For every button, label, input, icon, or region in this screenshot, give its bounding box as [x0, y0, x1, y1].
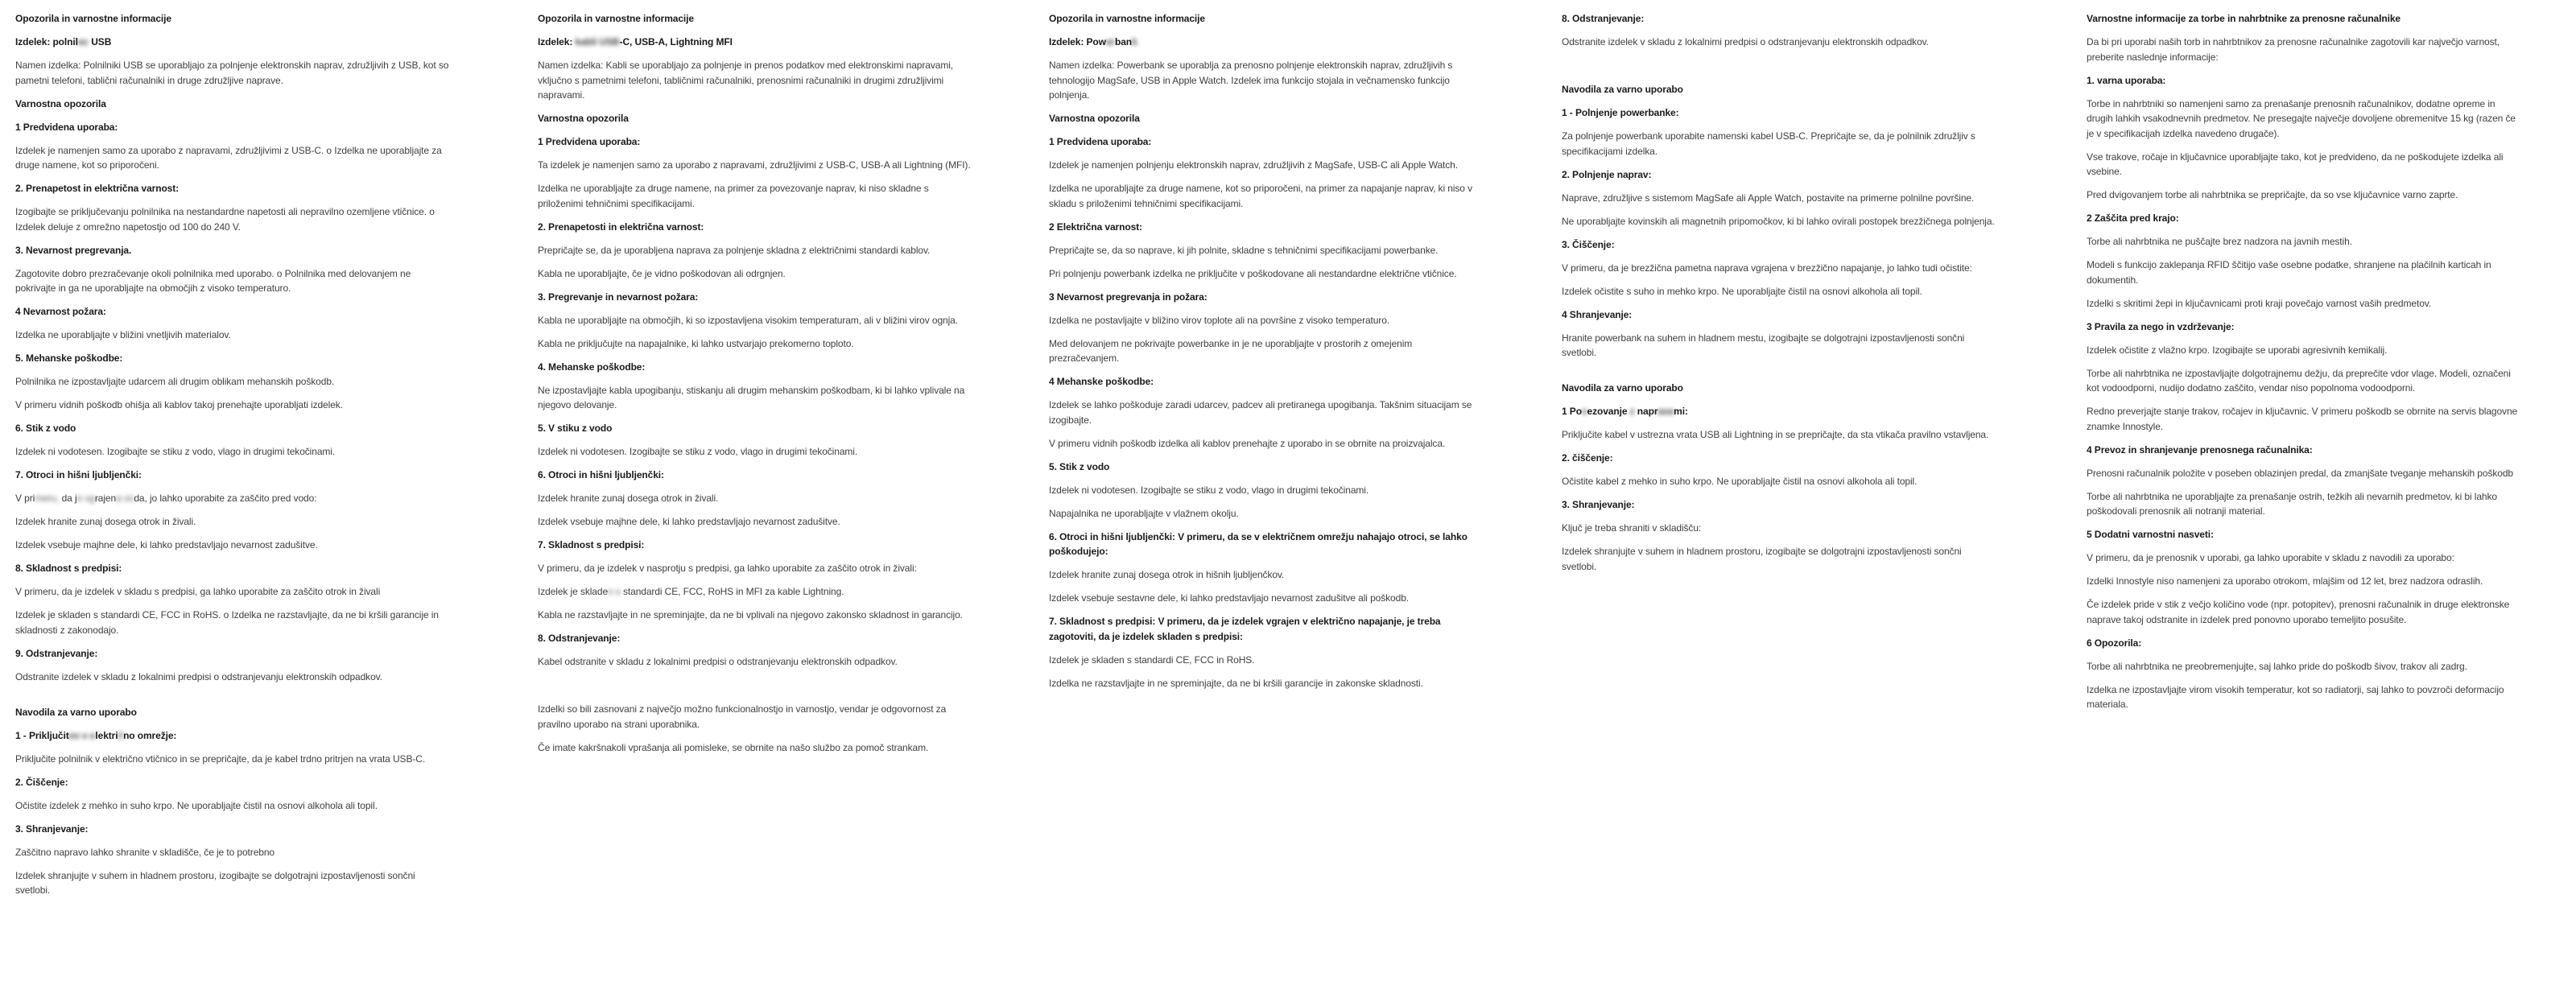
paragraph: Ključ je treba shraniti v skladišču:: [1562, 522, 1702, 534]
paragraph: Izdelek vsebuje majhne dele, ki lahko predstavljajo nevarnost zadušitve.: [538, 516, 840, 527]
section-heading: 6. Stik z vodo: [15, 423, 76, 434]
paragraph: Izdelek shranjujte v suhem in hladnem prostoru, izogibajte se dolgotrajni izpostavljenosti sončni svetlobi.: [1562, 546, 1962, 572]
text-segment: USB: [89, 36, 112, 47]
section-heading: Opozorila in varnostne informacije: [15, 13, 171, 24]
paragraph: Kabel odstranite v skladu z lokalnimi predpisi o odstranjevanju elektronskih odpadkov.: [538, 656, 898, 667]
paragraph: Pri polnjenju powerbank izdelka ne priključite v poškodovane ali nestandardne električne vtičnice.: [1049, 267, 1457, 279]
section-heading: 8. Odstranjevanje:: [1562, 13, 1645, 24]
paragraph: [538, 584, 972, 600]
section-heading: [538, 35, 972, 50]
paragraph: Odstranite izdelek v skladu z lokalnimi predpisi o odstranjevanju elektronskih odpadkov.: [15, 670, 382, 682]
paragraph: Izdelek hranite zunaj dosega otrok in živali.: [15, 516, 196, 527]
paragraph: Napajalnika ne uporabljajte v vlažnem okolju.: [1049, 507, 1239, 519]
paragraph: Namen izdelka: Powerbank se uporablja za prenosno polnjenje elektronskih naprav, združljivih s tehnologijo MagSafe, USB in Apple Watch. Izdelek ima funkcijo stojala in večnamensko funkcijo polnjenja.: [1049, 60, 1453, 101]
blurred-text: e vg: [76, 493, 95, 504]
text-column-5: [2087, 11, 2521, 720]
blurred-text: kabli USB: [575, 36, 620, 47]
paragraph: Ne izpostavljajte kabla upogibanju, stiskanju ali drugim mehanskim poškodbam, ki bi lahko vplivale na njegovo delovanje.: [538, 384, 965, 410]
paragraph: Izdelka ne uporabljajte v bližini vnetljivih materialov.: [15, 329, 231, 340]
blurred-text: meru,: [35, 493, 60, 504]
spacer: [1562, 369, 1996, 381]
section-heading: Navodila za varno uporabo: [15, 706, 137, 718]
blurred-text: ava: [1657, 406, 1674, 417]
blurred-text: č: [118, 729, 124, 741]
text-segment: napr: [1634, 406, 1658, 417]
paragraph: Izdelek je namenjen polnjenju elektronskih naprav, združljivih z MagSafe, USB-C ali Apple Watch.: [1049, 159, 1458, 171]
paragraph: Izdelek je namenjen samo za uporabo z napravami, združljivimi z USB-C. o Izdelka ne uporabljajte za druge namene, kot so priporočeni.: [15, 144, 442, 171]
paragraph: Izdelek vsebuje majhne dele, ki lahko predstavljajo nevarnost zadušitve.: [15, 539, 318, 550]
paragraph: V primeru vidnih poškodb ohišja ali kablov takoj prenehajte uporabljati izdelek.: [15, 399, 343, 410]
paragraph: Izdelki s skritimi žepi in ključavnicami proti kraji povečajo varnost vaših predmetov.: [2087, 297, 2432, 309]
paragraph: Kabla ne uporabljajte, če je vidno poškodovan ali odrgnjen.: [538, 267, 786, 279]
section-heading: [1562, 404, 1996, 419]
section-heading: Navodila za varno uporabo: [1562, 84, 1683, 95]
section-heading: 5. V stiku z vodo: [538, 423, 613, 434]
spacer: [15, 693, 450, 705]
paragraph: Torbe ali nahrbtnika ne izpostavljajte dolgotrajnemu dežju, da preprečite vdor vlage. Modeli, označeni kot vodoodporni, nudijo dodatno zaščito, vendar niso popolnoma vodoodporni.: [2087, 367, 2511, 394]
text-column-1: [15, 11, 450, 906]
paragraph: Namen izdelka: Polnilniki USB se uporabljajo za polnjenje elektronskih naprav, združljivih z USB, kot so pametni telefoni, tablični računalniki in druge združljive naprave.: [15, 60, 449, 86]
spacer: [1562, 58, 1996, 70]
paragraph: Ne uporabljajte kovinskih ali magnetnih pripomočkov, ki bi lahko ovirali postopek brezžičnega polnjenja.: [1562, 215, 1995, 227]
paragraph: Izdelek vsebuje sestavne dele, ki lahko predstavljajo nevarnost zadušitve ali poškodb.: [1049, 592, 1410, 604]
section-heading: 5 Dodatni varnostni nasveti:: [2087, 529, 2214, 540]
paragraph: Izdelek je skladen s standardi CE, FCC in RoHS. o Izdelka ne razstavljajte, da ne bi kršili garancije in skladnosti z zakonodajo.: [15, 609, 439, 636]
paragraph: Torbe ali nahrbtnika ne puščajte brez nadzora na javnih mestih.: [2087, 236, 2352, 247]
section-heading: 2. čiščenje:: [1562, 452, 1613, 464]
blurred-text: z: [1629, 406, 1635, 417]
section-heading: 4. Mehanske poškodbe:: [538, 361, 646, 373]
paragraph: Da bi pri uporabi naših torb in nahrbtnikov za prenosne računalnike zagotovili kar največjo varnost, preberite naslednje informacije:: [2087, 36, 2500, 63]
paragraph: Izdelka ne uporabljajte za druge namene, kot so priporočeni, na primer za napajanje naprav, ki niso v skladu s priloženimi tehničnimi specifikacijami.: [1049, 183, 1472, 209]
section-heading: 2. Prenapetost in električna varnost:: [15, 183, 180, 194]
section-heading: 7. Skladnost s predpisi: V primeru, da je izdelek vgrajen v električno napajanje, je treba zagotoviti, da je izdelek skladen s predpisi:: [1049, 616, 1441, 642]
section-heading: 2. Polnjenje naprav:: [1562, 168, 1652, 180]
paragraph: Izdelka ne postavljajte v bližino virov toplote ali na površine z visoko temperaturo.: [1049, 314, 1390, 326]
section-heading: [15, 35, 450, 50]
paragraph: V primeru, da je brezžična pametna naprava vgrajena v brezžično napajanje, jo lahko tudi očistite:: [1562, 262, 1972, 274]
blurred-text: er: [1105, 36, 1115, 47]
blurred-text: v: [1581, 406, 1587, 417]
paragraph: Izdelka ne uporabljajte za druge namene, na primer za povezovanje naprav, ki niso skladne s priloženimi tehničnimi specifikacijami.: [538, 183, 929, 209]
section-heading: 1 Predvidena uporaba:: [1049, 136, 1152, 147]
text-segment: Izdelek: polnil: [15, 36, 78, 47]
text-segment: Izdelek je sklade: [538, 586, 609, 597]
text-segment: da j: [59, 493, 77, 504]
section-heading: 2 Električna varnost:: [1049, 221, 1142, 233]
paragraph: Izdelek očistite s suho in mehko krpo. Ne uporabljajte čistil na osnovi alkohola ali topil.: [1562, 285, 1922, 297]
paragraph: Izdelki Innostyle niso namenjeni za uporabo otrokom, mlajšim od 12 let, brez nadzora odraslih.: [2087, 575, 2483, 587]
section-heading: 7. Otroci in hišni ljubljenčki:: [15, 469, 142, 480]
paragraph: Torbe ali nahrbtnika ne preobremenjujte, saj lahko pride do poškodb šivov, trakov ali zadrg.: [2087, 660, 2467, 672]
section-heading: [15, 728, 450, 744]
section-heading: 6. Otroci in hišni ljubljenčki:: [538, 469, 664, 480]
section-heading: 4 Prevoz in shranjevanje prenosnega računalnika:: [2087, 443, 2313, 456]
text-segment: ban: [1114, 36, 1133, 47]
spacer: [538, 678, 972, 690]
section-heading: 3. Čiščenje:: [1562, 238, 1615, 250]
section-heading: Varnostna opozorila: [15, 97, 106, 109]
section-heading: Navodila za varno uporabo: [1562, 382, 1683, 394]
text-segment: 1 - Priključit: [15, 729, 69, 741]
text-column-3: [1049, 11, 1484, 699]
text-segment: lektri: [95, 729, 118, 741]
section-heading: 1. varna uporaba:: [2087, 74, 2166, 86]
section-heading: 2. Čiščenje:: [15, 776, 68, 788]
section-heading: 1 - Polnjenje powerbanke:: [1562, 107, 1679, 118]
paragraph: Izogibajte se priključevanju polnilnika na nestandardne napetosti ali nepravilno ozemljene vtičnice. o Izdelek deluje z omrežno napetostjo od 100 do 240 V.: [15, 206, 435, 233]
paragraph: Za polnjenje powerbank uporabite namenski kabel USB-C. Prepričajte se, da je polnilnik združljiv s specifikacijami izdelka.: [1562, 130, 1975, 157]
paragraph: Če izdelek pride v stik z večjo količino vode (npr. potopitev), prenosni računalnik in druge elektronske naprave takoj odstranite in izdelek pred ponovno uporabo temeljito posušite.: [2087, 599, 2510, 625]
paragraph: Izdelek ni vodotesen. Izogibajte se stiku z vodo, vlago in drugimi tekočinami.: [1049, 484, 1369, 496]
paragraph: Torbe in nahrbtniki so namenjeni samo za prenašanje prenosnih računalnikov, dodatne opreme in drugih lahkih vsakodnevnih predmetov. Ne presegajte največje dovoljene obremenitve 15 kg (razen če je v specifikacijah izdelka navedeno drugače).: [2087, 97, 2516, 139]
text-segment: da, jo lahko uporabite za zaščito pred vodo:: [134, 493, 317, 504]
text-column-2: [538, 11, 972, 764]
section-heading: Varnostna opozorila: [1049, 113, 1140, 124]
spacer: [1562, 70, 1996, 82]
paragraph: Prepričajte se, da so naprave, ki jih polnite, skladne s tehničnimi specifikacijami powerbanke.: [1049, 244, 1439, 256]
paragraph: Hranite powerbank na suhem in hladnem mestu, izogibajte se dolgotrajni izpostavljenosti sončni svetlobi.: [1562, 332, 1965, 358]
paragraph: V primeru, da je izdelek v nasprotju s predpisi, ga lahko uporabite za zaščito otrok in živali:: [538, 563, 917, 574]
paragraph: Očistite kabel z mehko in suho krpo. Ne uporabljajte čistil na osnovi alkohola ali topil.: [1562, 476, 1918, 487]
paragraph: Kabla ne priključujte na napajalnike, ki lahko ustvarjajo prekomerno toploto.: [538, 337, 854, 349]
text-segment: standardi CE, FCC, RoHS in MFI za kable Lightning.: [620, 586, 844, 597]
paragraph: Očistite izdelek z mehko in suho krpo. Ne uporabljajte čistil na osnovi alkohola ali topil.: [15, 799, 378, 811]
paragraph: Pred dvigovanjem torbe ali nahrbtnika se prepričajte, da so vse ključavnice varno zaprte.: [2087, 189, 2458, 200]
section-heading: Opozorila in varnostne informacije: [1049, 13, 1205, 24]
section-heading: 6. Otroci in hišni ljubljenčki: V primeru, da se v električnem omrežju nahajajo otroci, se lahko poškodujejo:: [1049, 530, 1468, 557]
paragraph: Izdelek je skladen s standardi CE, FCC in RoHS.: [1049, 653, 1255, 666]
paragraph: [15, 491, 450, 506]
paragraph: Če imate kakršnakoli vprašanja ali pomisleke, se obrnite na našo službo za pomoč strankam.: [538, 741, 929, 753]
paragraph: Izdelki so bili zasnovani z največjo možno funkcionalnostjo in varnostjo, vendar je odgovornost za pravilno uporabo na strani uporabnika.: [538, 703, 947, 730]
text-segment: Izdelek:: [538, 36, 576, 47]
section-heading: 3. Shranjevanje:: [1562, 499, 1635, 510]
paragraph: Kabla ne uporabljajte na območjih, ki so izpostavljena visokim temperaturam, ali v bližini virov ognja.: [538, 314, 958, 326]
paragraph: Priključite polnilnik v električno vtičnico in se prepričajte, da je kabel trdno pritrjen na vrata USB-C.: [15, 752, 426, 765]
section-heading: 3. Pregrevanje in nevarnost požara:: [538, 291, 699, 303]
section-heading: Varnostna opozorila: [538, 113, 629, 124]
section-heading: Varnostne informacije za torbe in nahrbtnike za prenosne računalnike: [2087, 13, 2401, 24]
paragraph: Odstranite izdelek v skladu z lokalnimi predpisi o odstranjevanju elektronskih odpadkov.: [1562, 36, 1929, 47]
blurred-text: k: [1132, 36, 1137, 47]
paragraph: Redno preverjajte stanje trakov, ročajev in ključavnic. V primeru poškodb se obrnite na servis blagovne znamke Innostyle.: [2087, 406, 2518, 432]
section-heading: 1 Predvidena uporaba:: [538, 136, 641, 147]
section-heading: 4 Mehanske poškodbe:: [1049, 376, 1154, 387]
paragraph: Prepričajte se, da je uporabljena naprava za polnjenje skladna z električnimi standardi kablov.: [538, 244, 931, 256]
section-heading: 6 Opozorila:: [2087, 637, 2142, 649]
paragraph: Vse trakove, ročaje in ključavnice uporabljajte tako, kot je predvideno, da ne poškodujete izdelka ali vsebine.: [2087, 150, 2504, 177]
paragraph: Izdelek ni vodotesen. Izogibajte se stiku z vodo, vlago in drugimi tekočinami.: [538, 446, 858, 457]
paragraph: Izdelka ne razstavljajte in ne spreminjajte, da ne bi kršili garancije in zakonske skladnosti.: [1049, 677, 1423, 689]
paragraph: Naprave, združljive s sistemom MagSafe ali Apple Watch, postavite na primerne polnilne površine.: [1562, 192, 1975, 204]
paragraph: Izdelka ne izpostavljajte virom visokih temperatur, kot so radiatorji, saj lahko to povzroči deformacijo materiala.: [2087, 683, 2504, 710]
paragraph: Prenosni računalnik položite v poseben oblazinjen predal, da zmanjšate tveganje mehanskih poškodb: [2087, 467, 2513, 479]
section-heading: Opozorila in varnostne informacije: [538, 13, 694, 24]
section-heading: [1049, 35, 1484, 50]
paragraph: Izdelek očistite z vlažno krpo. Izogibajte se uporabi agresivnih kemikalij.: [2087, 344, 2388, 356]
paragraph: Polnilnika ne izpostavljajte udarcem ali drugim oblikam mehanskih poškodb.: [15, 376, 335, 387]
paragraph: Namen izdelka: Kabli se uporabljajo za polnjenje in prenos podatkov med elektronskimi napravami, vključno s pametnimi telefoni, tabličnimi računalniki, prenosnimi računalniki in drugimi združljivimi napravami.: [538, 60, 954, 101]
section-heading: 3 Nevarnost pregrevanja in požara:: [1049, 291, 1208, 303]
section-heading: 2. Prenapetosti in električna varnost:: [538, 221, 704, 233]
section-heading: 5. Stik z vodo: [1049, 460, 1110, 472]
section-heading: 8. Odstranjevanje:: [538, 633, 621, 644]
paragraph: Izdelek ni vodotesen. Izogibajte se stiku z vodo, vlago in drugimi tekočinami.: [15, 446, 336, 457]
text-segment: rajen: [94, 493, 117, 504]
text-column-4: [1562, 11, 1996, 583]
paragraph: V primeru vidnih poškodb izdelka ali kablov prenehajte z uporabo in se obrnite na proizvajalca.: [1049, 437, 1446, 449]
section-heading: 1 Predvidena uporaba:: [15, 121, 118, 133]
paragraph: Modeli s funkcijo zaklepanja RFID ščitijo vaše osebne podatke, shranjene na plačilnih karticah in dokumentih.: [2087, 259, 2491, 286]
text-segment: V pri: [15, 493, 35, 504]
paragraph: Izdelek hranite zunaj dosega otrok in hišnih ljubljenčkov.: [1049, 569, 1285, 580]
paragraph: Torbe ali nahrbtnika ne uporabljajte za prenašanje ostrih, težkih ali nevarnih predmetov, ki bi lahko poškodovali prenosnik ali notranji material.: [2087, 490, 2497, 517]
blurred-text: ev v e: [68, 729, 96, 741]
paragraph: Zagotovite dobro prezračevanje okoli polnilnika med uporabo. o Polnilnika med delovanjem ne pokrivajte in ga ne uporabljajte na območjih z visoko temperaturo.: [15, 267, 411, 294]
paragraph: Kabla ne razstavljajte in ne spreminjajte, da ne bi vplivali na njegovo zakonsko skladnost in garancijo.: [538, 609, 963, 621]
paragraph: V primeru, da je prenosnik v uporabi, ga lahko uporabite v skladu z navodili za uporabo:: [2087, 552, 2454, 563]
text-segment: Izdelek: Pow: [1049, 36, 1106, 47]
paragraph: Priključite kabel v ustrezna vrata USB ali Lightning in se prepričajte, da sta vtikača pravilno vstavljena.: [1562, 429, 1989, 440]
section-heading: 3. Nevarnost pregrevanja.: [15, 244, 132, 256]
section-heading: 5. Mehanske poškodbe:: [15, 353, 123, 364]
blurred-text: a vo: [116, 493, 134, 504]
blurred-text: ec: [77, 36, 89, 47]
text-segment: mi:: [1674, 406, 1688, 417]
paragraph: Zaščitno napravo lahko shranite v skladišče, če je to potrebno: [15, 846, 275, 858]
text-segment: no omrežje:: [123, 729, 177, 741]
text-segment: -C, USB-A, Lightning MFI: [619, 36, 733, 47]
section-heading: 2 Zaščita pred krajo:: [2087, 212, 2179, 224]
section-heading: 9. Odstranjevanje:: [15, 647, 98, 659]
paragraph: Izdelek shranjujte v suhem in hladnem prostoru, izogibajte se dolgotrajni izpostavljenosti sončni svetlobi.: [15, 869, 415, 896]
paragraph: V primeru, da je izdelek v skladu s predpisi, ga lahko uporabite za zaščito otrok in živali: [15, 586, 381, 597]
section-heading: 7. Skladnost s predpisi:: [538, 539, 645, 550]
section-heading: 8. Skladnost s predpisi:: [15, 563, 122, 574]
paragraph: Med delovanjem ne pokrivajte powerbanke in je ne uporabljajte v prostorih z omejenim prezračevanjem.: [1049, 337, 1413, 364]
section-heading: 3 Pravila za nego in vzdrževanje:: [2087, 320, 2235, 332]
section-heading: 4 Shranjevanje:: [1562, 308, 1633, 320]
paragraph: Izdelek se lahko poškoduje zaradi udarcev, padcev ali pretiranega upogibanja. Takšnim situacijam se izogibajte.: [1049, 399, 1472, 426]
text-segment: 1 Po: [1562, 406, 1582, 417]
paragraph: Ta izdelek je namenjen samo za uporabo z napravami, združljivimi z USB-C, USB-A ali Lightning (MFI).: [538, 159, 971, 171]
section-heading: 3. Shranjevanje:: [15, 823, 89, 835]
paragraph: Izdelek hranite zunaj dosega otrok in živali.: [538, 493, 719, 504]
section-heading: 4 Nevarnost požara:: [15, 306, 106, 317]
text-segment: ezovanje: [1587, 406, 1630, 417]
spacer: [538, 690, 972, 702]
blurred-text: n s: [608, 586, 621, 597]
